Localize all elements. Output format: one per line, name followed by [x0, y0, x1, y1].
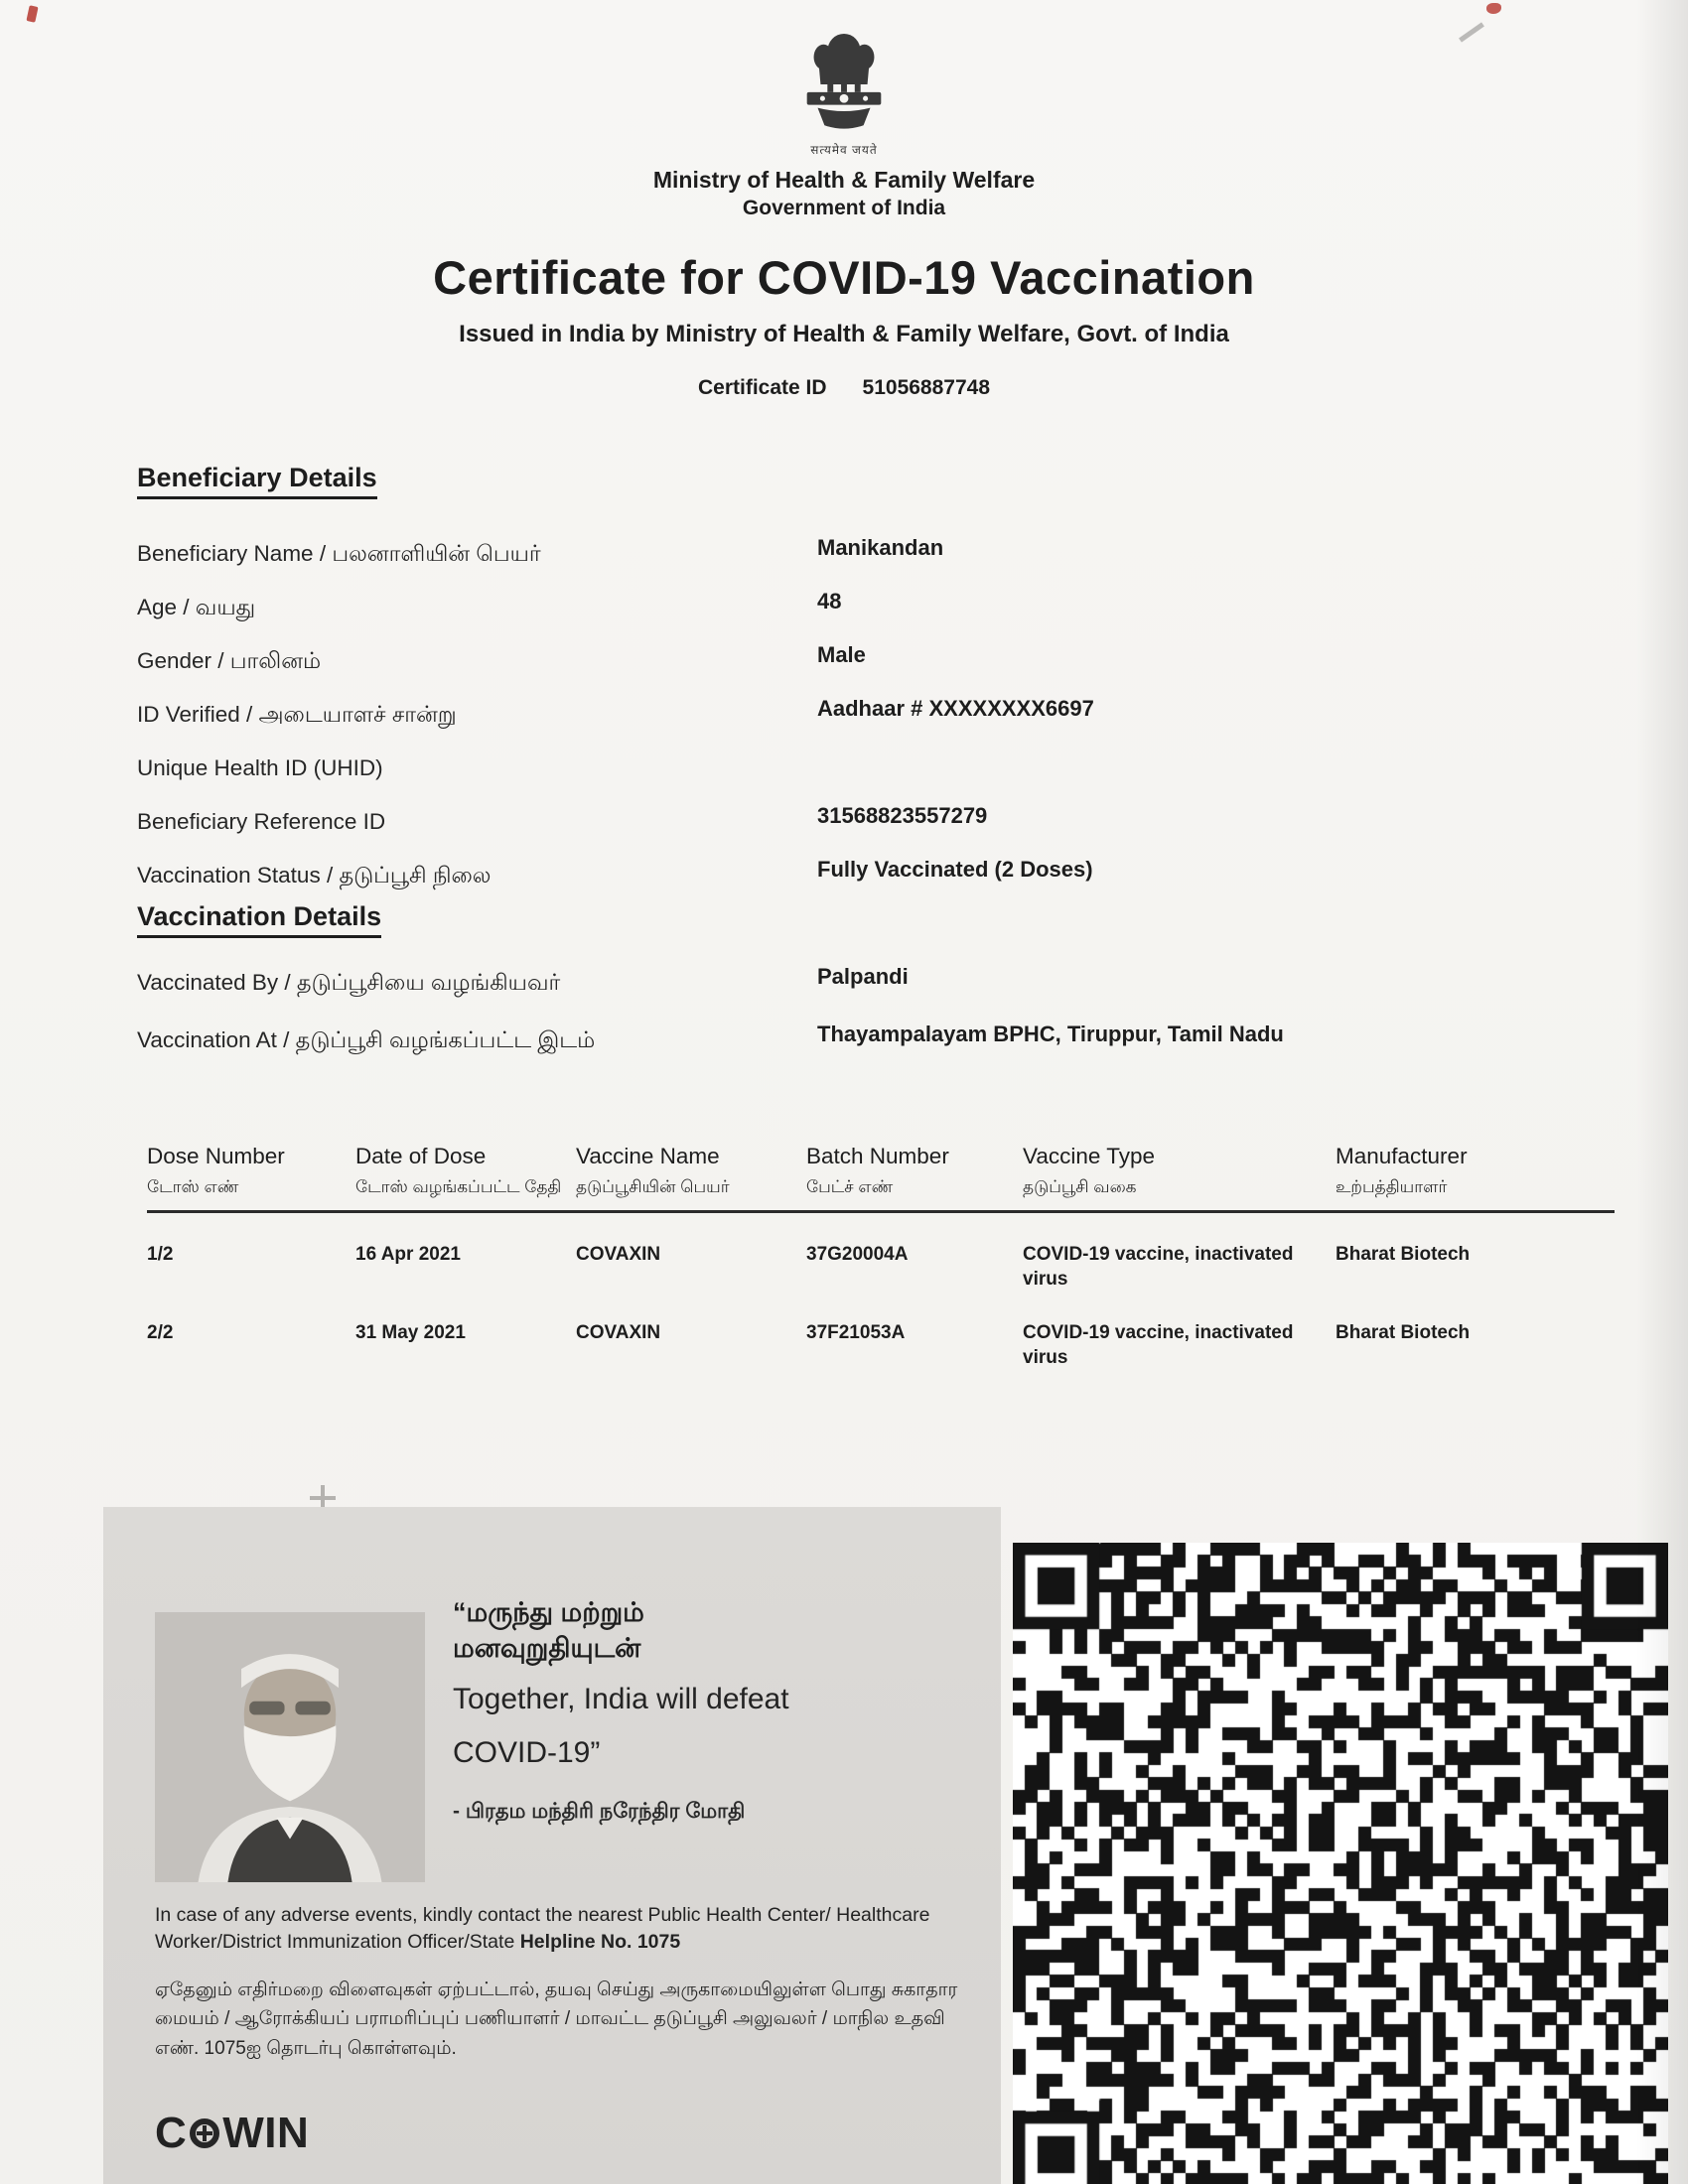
- row-gender: [137, 642, 1599, 702]
- row-id-verified: [137, 696, 1599, 755]
- field-label: Unique Health ID (UHID): [137, 755, 383, 780]
- cell-vaccine-type: COVID-19 vaccine, inactivated virus: [1023, 1244, 1294, 1290]
- col-header-ta: டோஸ் எண்: [147, 1177, 239, 1196]
- col-header-en: Date of Dose: [355, 1144, 487, 1168]
- col-header-ta: உற்பத்தியாளர்: [1336, 1177, 1448, 1196]
- certificate-subtitle: Issued in India by Ministry of Health & Family Welfare, Govt. of India: [459, 321, 1229, 347]
- field-value: 48: [817, 589, 842, 614]
- field-label: Vaccination At / தடுப்பூசி வழங்கப்பட்ட இடம்: [137, 1027, 596, 1052]
- beneficiary-details-heading: Beneficiary Details: [137, 463, 377, 499]
- certificate-header: [0, 26, 1688, 400]
- scan-artifact-red: [1486, 3, 1501, 14]
- cell-batch-number: 37G20004A: [806, 1244, 909, 1266]
- col-header-ta: டோஸ் வழங்கப்பட்ட தேதி: [355, 1177, 562, 1196]
- cell-vaccine-type: COVID-19 vaccine, inactivated virus: [1023, 1322, 1294, 1369]
- col-header-batch-number: [806, 1144, 1013, 1198]
- field-value: Male: [817, 642, 866, 667]
- emblem-motto: सत्यमेव जयते: [810, 143, 878, 157]
- cell-vaccine-name: COVAXIN: [576, 1322, 661, 1344]
- cell-vaccine-name: COVAXIN: [576, 1244, 661, 1266]
- vaccination-details-section: [137, 901, 1599, 1085]
- pm-quote-block: [453, 1594, 919, 1826]
- field-value: 31568823557279: [817, 803, 988, 828]
- field-label: ID Verified / அடையாளச் சான்று: [137, 702, 457, 727]
- vaccination-rows: [137, 964, 1599, 1085]
- field-label: Vaccinated By / தடுப்பூசியை வழங்கியவர்: [137, 970, 561, 995]
- beneficiary-rows: [137, 535, 1599, 916]
- dose-row-1: [147, 1213, 1615, 1292]
- field-value: Aadhaar # XXXXXXXX6697: [817, 696, 1094, 721]
- field-label: Vaccination Status / தடுப்பூசி நிலை: [137, 863, 492, 887]
- row-vaccination-at: [137, 1022, 1599, 1085]
- pm-modi-photo: [155, 1612, 425, 1882]
- col-header-ta: தடுப்பூசியின் பெயர்: [576, 1177, 730, 1196]
- col-header-vaccine-type: [1023, 1144, 1326, 1198]
- row-age: [137, 589, 1599, 648]
- certificate-id-label: Certificate ID: [697, 376, 827, 399]
- certificate-id-value: 51056887748: [862, 376, 991, 399]
- helpline-number: Helpline No. 1075: [519, 1931, 681, 1954]
- dose-table: [147, 1144, 1615, 1371]
- field-label: Beneficiary Reference ID: [137, 809, 386, 834]
- cell-batch-number: 37F21053A: [806, 1322, 906, 1344]
- certificate-title: Certificate for COVID-19 Vaccination: [433, 251, 1255, 304]
- col-header-en: Vaccine Type: [1023, 1144, 1156, 1168]
- quote-tamil-line2: மனவுறுதியுடன்: [453, 1633, 641, 1664]
- cell-dose-number: 2/2: [147, 1322, 174, 1344]
- col-header-manufacturer: [1336, 1144, 1615, 1198]
- quote-tamil-line1: “மருந்து மற்றும்: [453, 1597, 644, 1627]
- quote-english-line2: COVID-19”: [453, 1735, 601, 1769]
- cowin-logo: [155, 2109, 309, 2158]
- col-header-en: Manufacturer: [1336, 1144, 1468, 1168]
- row-uhid: [137, 755, 1599, 809]
- row-vaccinated-by: [137, 964, 1599, 1027]
- field-label: Beneficiary Name / பலனாளியின் பெயர்: [137, 541, 541, 566]
- india-national-emblem-icon: [790, 26, 898, 158]
- field-value: Manikandan: [817, 535, 944, 560]
- field-value: Palpandi: [817, 964, 909, 989]
- col-header-dose-number: [147, 1144, 346, 1198]
- footer-panel: [103, 1507, 1001, 2184]
- ministry-line: Ministry of Health & Family Welfare: [652, 167, 1036, 193]
- col-header-en: Batch Number: [806, 1144, 949, 1168]
- field-value: Thayampalayam BPHC, Tiruppur, Tamil Nadu: [817, 1022, 1284, 1046]
- cell-manufacturer: Bharat Biotech: [1336, 1322, 1471, 1344]
- cowin-circle-plus-icon: [190, 2118, 219, 2148]
- qr-code: [1013, 1543, 1668, 2184]
- quote-attribution: - பிரதம மந்திரி நரேந்திர மோதி: [453, 1799, 746, 1823]
- field-value: Fully Vaccinated (2 Doses): [817, 857, 1093, 882]
- col-header-date-of-dose: [355, 1144, 566, 1198]
- field-label: Gender / பாலினம்: [137, 648, 322, 673]
- cell-manufacturer: Bharat Biotech: [1336, 1244, 1471, 1266]
- cell-date-of-dose: 16 Apr 2021: [355, 1244, 461, 1266]
- row-reference-id: [137, 803, 1599, 863]
- helpline-text-tamil: ஏதேனும் எதிர்மறை விளைவுகள் ஏற்பட்டால், தயவு செய்து அருகாமையிலுள்ள பொது சுகாதார மையம் / ஆரோக்கியப் பராமரிப்புப் பணியாளர் / மாவட்ட தடுப்பூசி அலுவலர் / மாநில உதவி எண். 1075ஐ தொடர்பு கொள்ளவும்.: [155, 1979, 958, 2059]
- cowin-logo-c: C: [155, 2109, 188, 2157]
- dose-table-header: [147, 1144, 1615, 1213]
- cell-date-of-dose: 31 May 2021: [355, 1322, 466, 1344]
- dose-row-2: [147, 1292, 1615, 1370]
- col-header-en: Dose Number: [147, 1144, 285, 1168]
- government-line: Government of India: [742, 197, 946, 219]
- row-beneficiary-name: [137, 535, 1599, 595]
- cowin-logo-win: WIN: [222, 2109, 310, 2157]
- field-label: Age / வயது: [137, 595, 256, 619]
- col-header-ta: தடுப்பூசி வகை: [1023, 1177, 1137, 1196]
- certificate-id-line: [0, 376, 1688, 400]
- cell-dose-number: 1/2: [147, 1244, 174, 1266]
- beneficiary-details-section: [137, 463, 1599, 916]
- scan-artifact-red: [26, 5, 38, 23]
- quote-english-line1: Together, India will defeat: [453, 1682, 789, 1715]
- col-header-vaccine-name: [576, 1144, 796, 1198]
- helpline-text: In case of any adverse events, kindly contact the nearest Public Health Center/ Healthcare Worker/District Immunization Officer/State: [155, 1904, 930, 1954]
- col-header-ta: பேட்ச் எண்: [806, 1177, 894, 1196]
- vaccination-details-heading: Vaccination Details: [137, 901, 381, 938]
- helpline-text-english: [155, 1902, 959, 1957]
- col-header-en: Vaccine Name: [576, 1144, 720, 1168]
